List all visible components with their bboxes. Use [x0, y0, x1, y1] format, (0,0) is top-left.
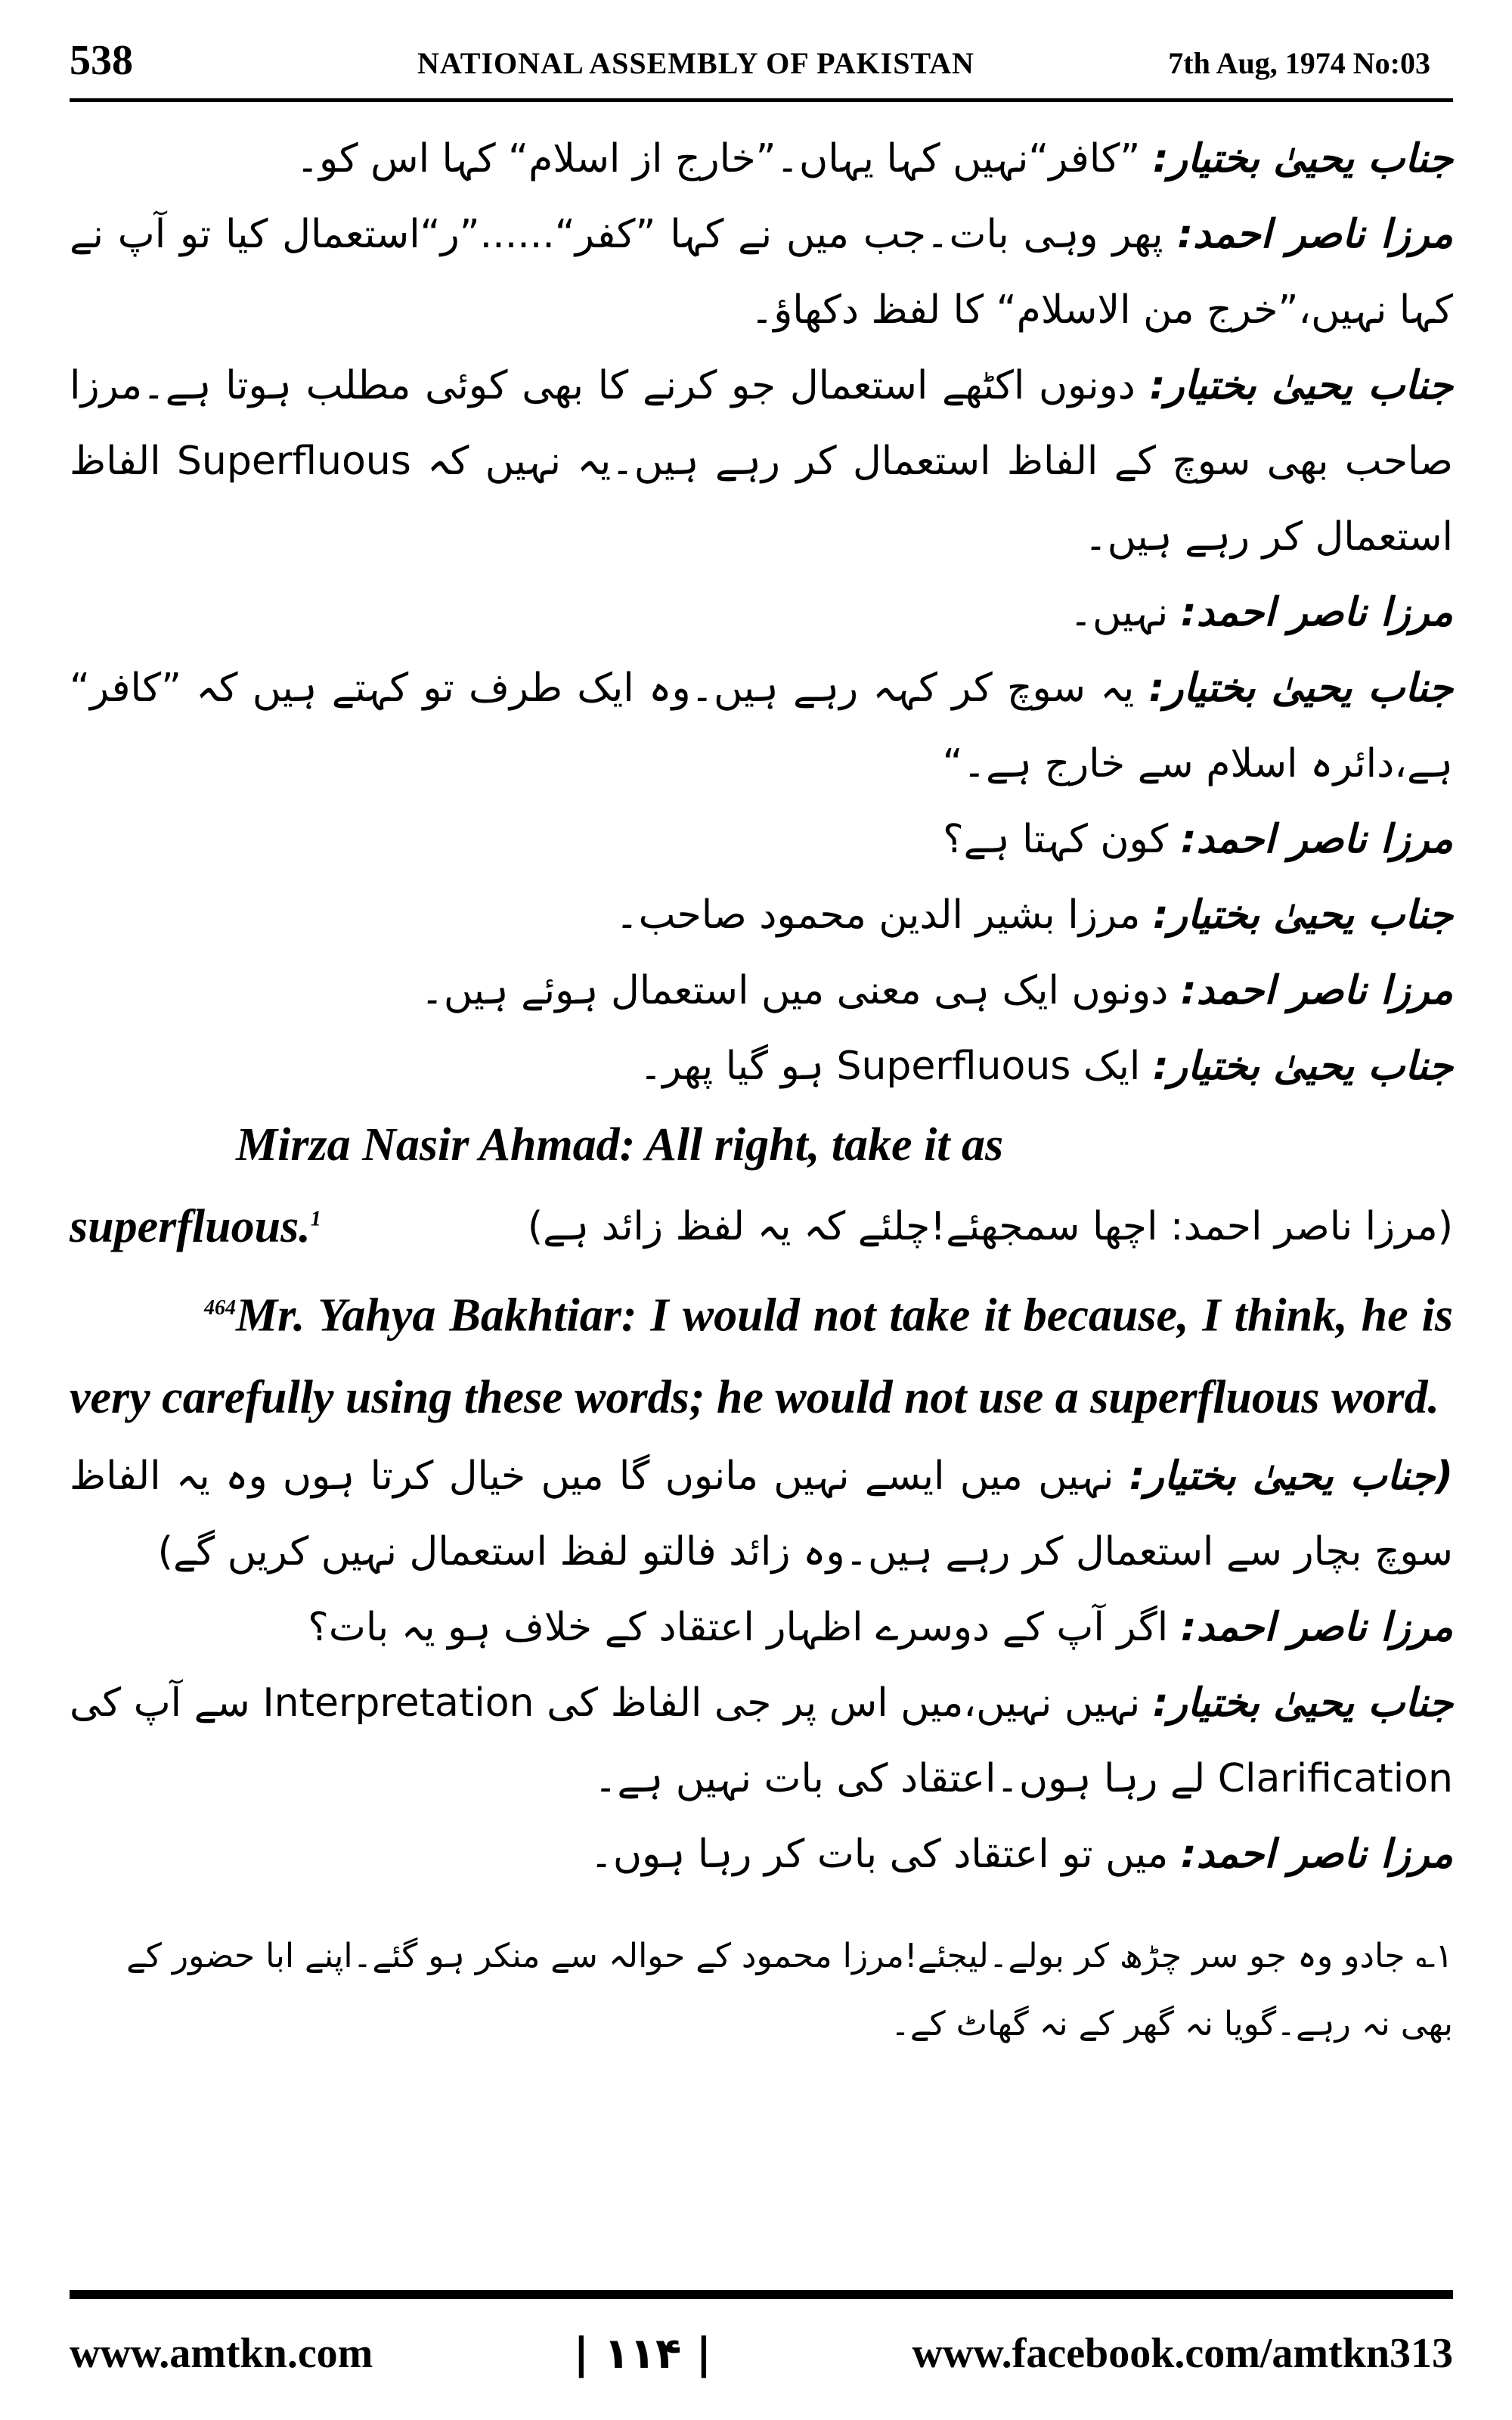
urdu-translation: (مرزا ناصر احمد: اچھا سمجھئے!چلئے کہ یہ لفظ زائد ہے) [527, 1204, 1453, 1249]
website-link[interactable]: www.amtkn.com [70, 2330, 373, 2377]
footer-rule [70, 2290, 1453, 2299]
footnote-marker: 1 [310, 1206, 321, 1230]
page-body [70, 121, 1453, 2092]
speaker-label: جناب یحییٰ بختیار: [1152, 1680, 1453, 1726]
dialogue-text: نہیں نہیں،میں اس پر جی الفاظ کی Interpretation سے آپ کی Clarification لے رہا ہوں۔اعتقاد کی بات نہیں ہے۔ [70, 1680, 1453, 1801]
dialogue-text: دونوں اکٹھے استعمال جو کرنے کا بھی کوئی مطلب ہوتا ہے۔مرزا صاحب بھی سوچ کے الفاظ استعمال کر رہے ہیں۔یہ نہیں کہ Superfluous الفاظ استعمال کر رہے ہیں۔ [70, 363, 1454, 560]
page-header [70, 36, 1430, 89]
speaker-label: جناب یحییٰ بختیار: [1152, 892, 1453, 938]
english-paragraph: $^{464}$Mr. Yahya Bakhtiar: I would not take it because, I think, he is very carefully using these words; he would not use a superfluous word. [70, 1289, 1453, 1423]
speaker-label: جناب یحییٰ بختیار: [1148, 666, 1453, 711]
dialogue-text: اگر آپ کے دوسرے اظہار اعتقاد کے خلاف ہو یہ بات؟ [308, 1604, 1169, 1650]
speaker-label: مرزا ناصر احمد: [1180, 968, 1453, 1013]
footnote: ۱؎ جادو وہ جو سر چڑھ کر بولے۔لیجئے!مرزا محمود کے حوالہ سے منکر ہو گئے۔اپنے ابا حضور کے بھی نہ رہے۔گویا نہ گھر کے نہ گھاٹ کے۔ [126, 1936, 1453, 2043]
dialogue-line [70, 1590, 1453, 1665]
speaker-label: مرزا ناصر احمد: [1180, 817, 1453, 862]
speaker-label: مرزا ناصر احمد: [1177, 212, 1453, 257]
speaker-label: (جناب یحییٰ بختیار: [1129, 1453, 1453, 1499]
dialogue-line [70, 1028, 1453, 1104]
reference-number: 464 [204, 1296, 236, 1320]
dialogue-text: ایک Superfluous ہو گیا پھر۔ [639, 1044, 1141, 1089]
dialogue-text: پھر وہی بات۔جب میں نے کہا ”کفر“......”ر“استعمال کیا تو آپ نے کہا نہیں،”خرج من الاسلام“ کا لفظ دکھاؤ۔ [70, 212, 1453, 333]
speaker-label: مرزا ناصر احمد: [1180, 1831, 1453, 1877]
speaker-label: مرزا ناصر احمد: [1180, 1604, 1453, 1650]
dialogue-line [70, 1665, 1453, 1817]
dialogue-line [70, 1817, 1453, 1892]
speaker-label: جناب یحییٰ بختیار: [1152, 136, 1453, 182]
dialogue-line [70, 650, 1453, 802]
dialogue-text: میں تو اعتقاد کی بات کر رہا ہوں۔ [590, 1831, 1169, 1877]
dialogue-line [70, 953, 1453, 1028]
dialogue-text: یہ سوچ کر کہہ رہے ہیں۔وہ ایک طرف تو کہتے ہیں کہ ”کافر“ ہے،دائرہ اسلام سے خارج ہے۔“ [70, 666, 1453, 786]
header-date: 7th Aug, 1974 No:03 [1168, 46, 1430, 80]
english-translation-row [70, 1186, 1453, 1267]
dialogue-line [70, 348, 1453, 575]
page-footer [70, 2329, 1453, 2378]
dialogue-text: کون کہتا ہے؟ [943, 817, 1169, 862]
dialogue-line [70, 121, 1453, 197]
dialogue-text: نہیں میں ایسے نہیں مانوں گا میں خیال کرتا ہوں وہ یہ الفاظ سوچ بچار سے استعمال کر رہے ہیں۔وہ زائد فالتو لفظ استعمال نہیں کریں گے) [70, 1453, 1453, 1575]
dialogue-line [70, 197, 1453, 348]
english-line: Mirza Nasir Ahmad: All right, take it as [236, 1119, 1004, 1171]
footer-page-number: | ۱۱۴ | [573, 2329, 712, 2378]
dialogue-text: دونوں ایک ہی معنی میں استعمال ہوئے ہیں۔ [420, 968, 1169, 1013]
page-number: 538 [70, 37, 133, 84]
speaker-label: مرزا ناصر احمد: [1180, 590, 1453, 635]
header-title: NATIONAL ASSEMBLY OF PAKISTAN [417, 46, 974, 80]
speaker-label: جناب یحییٰ بختیار: [1152, 1044, 1453, 1089]
dialogue-line [70, 575, 1453, 650]
speaker-label: جناب یحییٰ بختیار: [1149, 363, 1454, 408]
header-rule [70, 98, 1453, 102]
dialogue-text: نہیں۔ [1069, 590, 1169, 635]
english-word: superfluous.$^1$ [70, 1200, 321, 1252]
dialogue-text: ”کافر“نہیں کہا یہاں۔”خارج از اسلام“ کہا اس کو۔ [296, 136, 1141, 182]
dialogue-line [70, 1438, 1453, 1590]
dialogue-text: مرزا بشیر الدین محمود صاحب۔ [615, 892, 1141, 938]
dialogue-line [70, 802, 1453, 877]
dialogue-line [70, 877, 1453, 953]
facebook-link[interactable]: www.facebook.com/amtkn313 [912, 2330, 1453, 2377]
